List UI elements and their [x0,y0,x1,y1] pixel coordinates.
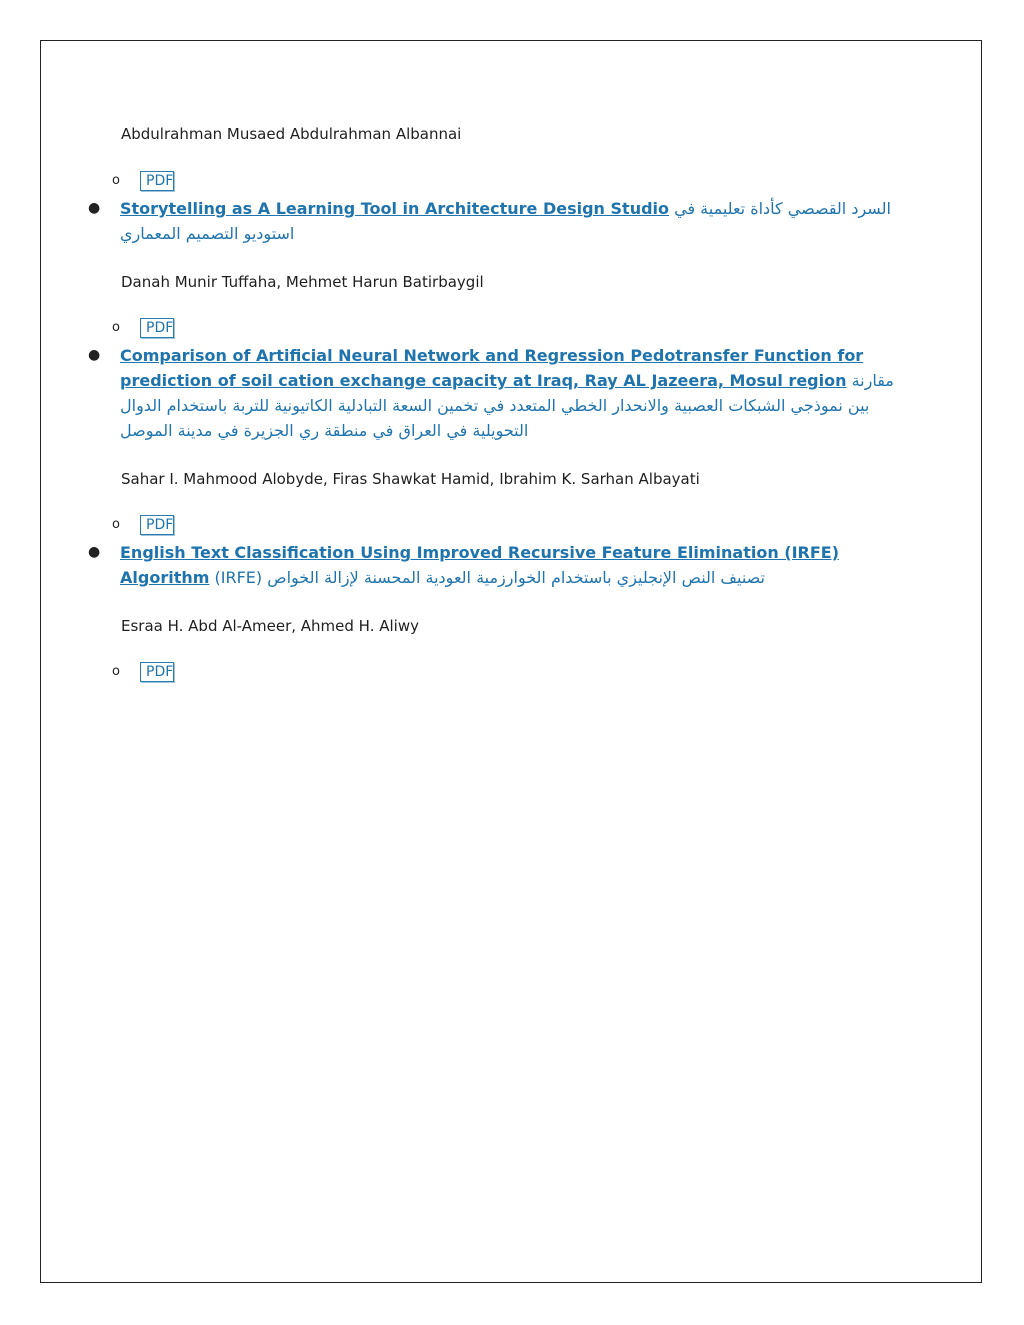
article-item [88,540,908,590]
article-authors: Abdulrahman Musaed Abdulrahman Albannai [121,125,462,143]
article-title-arabic: مقارنة بين نموذجي الشبكات العصبية والانحدار الخطي المتعدد في تخمين السعة التبادلية الكاتيونية للتربة باستخدام الدوال التحويلية في العراق في منطقة ري الجزيرة في مدينة الموصل [120,371,894,440]
article-title-link[interactable]: Comparison of Artificial Neural Network and Regression Pedotransfer Function for prediction of soil cation exchange capacity at Iraq, Ray AL Jazeera, Mosul region [120,346,864,390]
circle-bullet-icon: o [112,320,120,335]
bullet-icon: ● [88,200,101,216]
bullet-icon: ● [88,347,101,363]
article-title [120,540,908,590]
article-authors: Danah Munir Tuffaha, Mehmet Harun Batirbaygil [121,273,484,291]
article-item [88,343,908,443]
article-authors: Esraa H. Abd Al-Ameer, Ahmed H. Aliwy [121,617,419,635]
pdf-link[interactable]: PDF [140,662,174,682]
article-item [88,196,908,246]
bullet-icon: ● [88,544,101,560]
article-title-arabic: السرد القصصي كأداة تعليمية في استوديو التصميم المعماري [120,199,891,243]
circle-bullet-icon: o [112,664,120,679]
article-title-link[interactable]: Storytelling as A Learning Tool in Architecture Design Studio [120,199,670,218]
article-authors: Sahar I. Mahmood Alobyde, Firas Shawkat Hamid, Ibrahim K. Sarhan Albayati [121,470,700,488]
pdf-link[interactable]: PDF [140,318,174,338]
pdf-link[interactable]: PDF [140,515,174,535]
circle-bullet-icon: o [112,173,120,188]
article-title-arabic: تصنيف النص الإنجليزي باستخدام الخوارزمية العودية المحسنة لإزالة الخواص (IRFE) [214,568,765,587]
circle-bullet-icon: o [112,517,120,532]
article-title [120,343,908,443]
pdf-link[interactable]: PDF [140,171,174,191]
article-title-link[interactable]: English Text Classification Using Improved Recursive Feature Elimination (IRFE) Algorithm [120,543,840,587]
article-title [120,196,908,246]
